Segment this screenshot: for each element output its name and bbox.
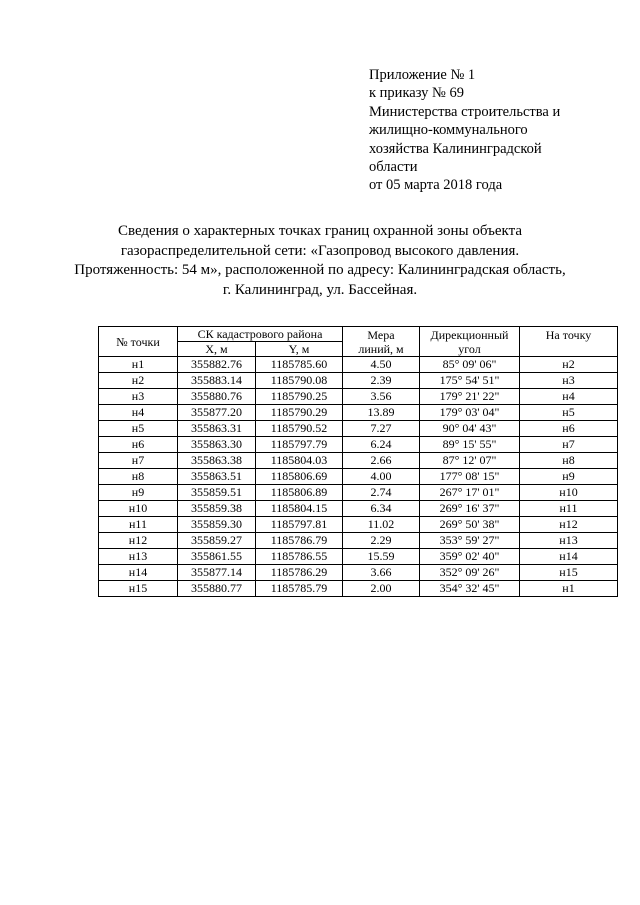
- header-point: № точки: [99, 327, 178, 357]
- table-row: [99, 485, 618, 501]
- cell-x: 355861.55: [178, 549, 256, 565]
- document-title: [70, 222, 570, 300]
- cell-measure: 4.00: [343, 469, 420, 485]
- table-row: [99, 437, 618, 453]
- table-row: [99, 565, 618, 581]
- header-bearing-line1: Дирекционный: [430, 327, 509, 342]
- cell-y: 1185786.55: [256, 549, 343, 565]
- cell-measure: 6.24: [343, 437, 420, 453]
- header-measure-line2: линий, м: [358, 341, 404, 356]
- cell-point: н4: [99, 405, 178, 421]
- cell-bearing: 269° 16' 37": [420, 501, 520, 517]
- cell-y: 1185786.29: [256, 565, 343, 581]
- table-row: [99, 517, 618, 533]
- cell-x: 355882.76: [178, 357, 256, 373]
- cell-to-point: н12: [520, 517, 618, 533]
- cell-x: 355863.38: [178, 453, 256, 469]
- cell-to-point: н14: [520, 549, 618, 565]
- cell-y: 1185786.79: [256, 533, 343, 549]
- header-cs: СК кадастрового района: [178, 327, 343, 342]
- cell-to-point: н8: [520, 453, 618, 469]
- cell-measure: 2.39: [343, 373, 420, 389]
- cell-point: н3: [99, 389, 178, 405]
- cell-bearing: 359° 02' 40": [420, 549, 520, 565]
- cell-point: н2: [99, 373, 178, 389]
- cell-x: 355877.14: [178, 565, 256, 581]
- header-bearing: [420, 327, 520, 357]
- cell-x: 355880.76: [178, 389, 256, 405]
- cell-y: 1185785.79: [256, 581, 343, 597]
- appendix-line: от 05 марта 2018 года: [369, 177, 503, 194]
- appendix-line: к приказу № 69: [369, 85, 464, 102]
- cell-x: 355863.30: [178, 437, 256, 453]
- title-line: газораспределительной сети: «Газопровод высокого давления.: [120, 242, 520, 259]
- cell-point: н11: [99, 517, 178, 533]
- cell-to-point: н1: [520, 581, 618, 597]
- cell-x: 355859.51: [178, 485, 256, 501]
- table-row: [99, 581, 618, 597]
- cell-y: 1185797.79: [256, 437, 343, 453]
- header-to-point: На точку: [520, 327, 618, 357]
- cell-y: 1185806.69: [256, 469, 343, 485]
- cell-bearing: 352° 09' 26": [420, 565, 520, 581]
- table-row: [99, 389, 618, 405]
- cell-y: 1185790.52: [256, 421, 343, 437]
- cell-bearing: 269° 50' 38": [420, 517, 520, 533]
- appendix-line: хозяйства Калининградской: [369, 140, 542, 157]
- cell-measure: 6.34: [343, 501, 420, 517]
- cell-point: н9: [99, 485, 178, 501]
- cell-point: н8: [99, 469, 178, 485]
- cell-point: н10: [99, 501, 178, 517]
- cell-point: н7: [99, 453, 178, 469]
- table-row: [99, 405, 618, 421]
- cell-x: 355883.14: [178, 373, 256, 389]
- cell-to-point: н6: [520, 421, 618, 437]
- cell-y: 1185804.03: [256, 453, 343, 469]
- cell-measure: 2.66: [343, 453, 420, 469]
- cell-x: 355863.51: [178, 469, 256, 485]
- cell-x: 355859.27: [178, 533, 256, 549]
- cell-bearing: 85° 09' 06": [420, 357, 520, 373]
- header-y: Y, м: [256, 342, 343, 357]
- appendix-line: области: [369, 159, 418, 176]
- cell-bearing: 90° 04' 43": [420, 421, 520, 437]
- cell-measure: 3.56: [343, 389, 420, 405]
- header-measure: [343, 327, 420, 357]
- cell-to-point: н13: [520, 533, 618, 549]
- table-row: [99, 357, 618, 373]
- table-row: [99, 533, 618, 549]
- cell-x: 355859.30: [178, 517, 256, 533]
- cell-y: 1185790.29: [256, 405, 343, 421]
- cell-point: н14: [99, 565, 178, 581]
- cell-to-point: н5: [520, 405, 618, 421]
- appendix-line: Министерства строительства и: [369, 103, 561, 120]
- cell-measure: 7.27: [343, 421, 420, 437]
- cell-point: н5: [99, 421, 178, 437]
- cell-to-point: н4: [520, 389, 618, 405]
- table-row: [99, 549, 618, 565]
- appendix-line: жилищно-коммунального: [369, 122, 528, 139]
- cell-measure: 13.89: [343, 405, 420, 421]
- cell-x: 355863.31: [178, 421, 256, 437]
- cell-to-point: н7: [520, 437, 618, 453]
- cell-point: н12: [99, 533, 178, 549]
- cell-x: 355880.77: [178, 581, 256, 597]
- table-row: [99, 469, 618, 485]
- cell-to-point: н9: [520, 469, 618, 485]
- boundary-points-table: [98, 326, 618, 597]
- cell-bearing: 87° 12' 07": [420, 453, 520, 469]
- header-measure-line1: Мера: [367, 327, 395, 342]
- appendix-line: Приложение № 1: [369, 67, 476, 83]
- cell-x: 355877.20: [178, 405, 256, 421]
- title-line: Протяженность: 54 м», расположенной по адресу: Калининградская область,: [74, 262, 566, 278]
- cell-bearing: 353° 59' 27": [420, 533, 520, 549]
- cell-bearing: 354° 32' 45": [420, 581, 520, 597]
- cell-y: 1185785.60: [256, 357, 343, 373]
- title-line: г. Калининград, ул. Бассейная.: [222, 281, 418, 298]
- cell-measure: 2.00: [343, 581, 420, 597]
- table-header: [99, 327, 618, 357]
- cell-to-point: н2: [520, 357, 618, 373]
- cell-measure: 15.59: [343, 549, 420, 565]
- table-row: [99, 373, 618, 389]
- cell-measure: 3.66: [343, 565, 420, 581]
- appendix-block: [369, 66, 619, 195]
- cell-y: 1185806.89: [256, 485, 343, 501]
- cell-to-point: н11: [520, 501, 618, 517]
- cell-bearing: 177° 08' 15": [420, 469, 520, 485]
- cell-y: 1185804.15: [256, 501, 343, 517]
- header-bearing-line2: угол: [458, 341, 481, 356]
- cell-measure: 4.50: [343, 357, 420, 373]
- cell-x: 355859.38: [178, 501, 256, 517]
- cell-y: 1185790.25: [256, 389, 343, 405]
- title-line: Сведения о характерных точках границ охранной зоны объекта: [117, 223, 523, 239]
- cell-point: н13: [99, 549, 178, 565]
- cell-to-point: н15: [520, 565, 618, 581]
- cell-bearing: 179° 21' 22": [420, 389, 520, 405]
- table-row: [99, 453, 618, 469]
- cell-bearing: 267° 17' 01": [420, 485, 520, 501]
- cell-point: н1: [99, 357, 178, 373]
- cell-point: н6: [99, 437, 178, 453]
- cell-measure: 2.29: [343, 533, 420, 549]
- header-x: X, м: [178, 342, 256, 357]
- cell-to-point: н3: [520, 373, 618, 389]
- cell-y: 1185797.81: [256, 517, 343, 533]
- cell-measure: 2.74: [343, 485, 420, 501]
- cell-y: 1185790.08: [256, 373, 343, 389]
- cell-bearing: 179° 03' 04": [420, 405, 520, 421]
- cell-to-point: н10: [520, 485, 618, 501]
- table-row: [99, 501, 618, 517]
- cell-point: н15: [99, 581, 178, 597]
- cell-bearing: 175° 54' 51": [420, 373, 520, 389]
- table-row: [99, 421, 618, 437]
- table-body: [99, 357, 618, 597]
- cell-bearing: 89° 15' 55": [420, 437, 520, 453]
- cell-measure: 11.02: [343, 517, 420, 533]
